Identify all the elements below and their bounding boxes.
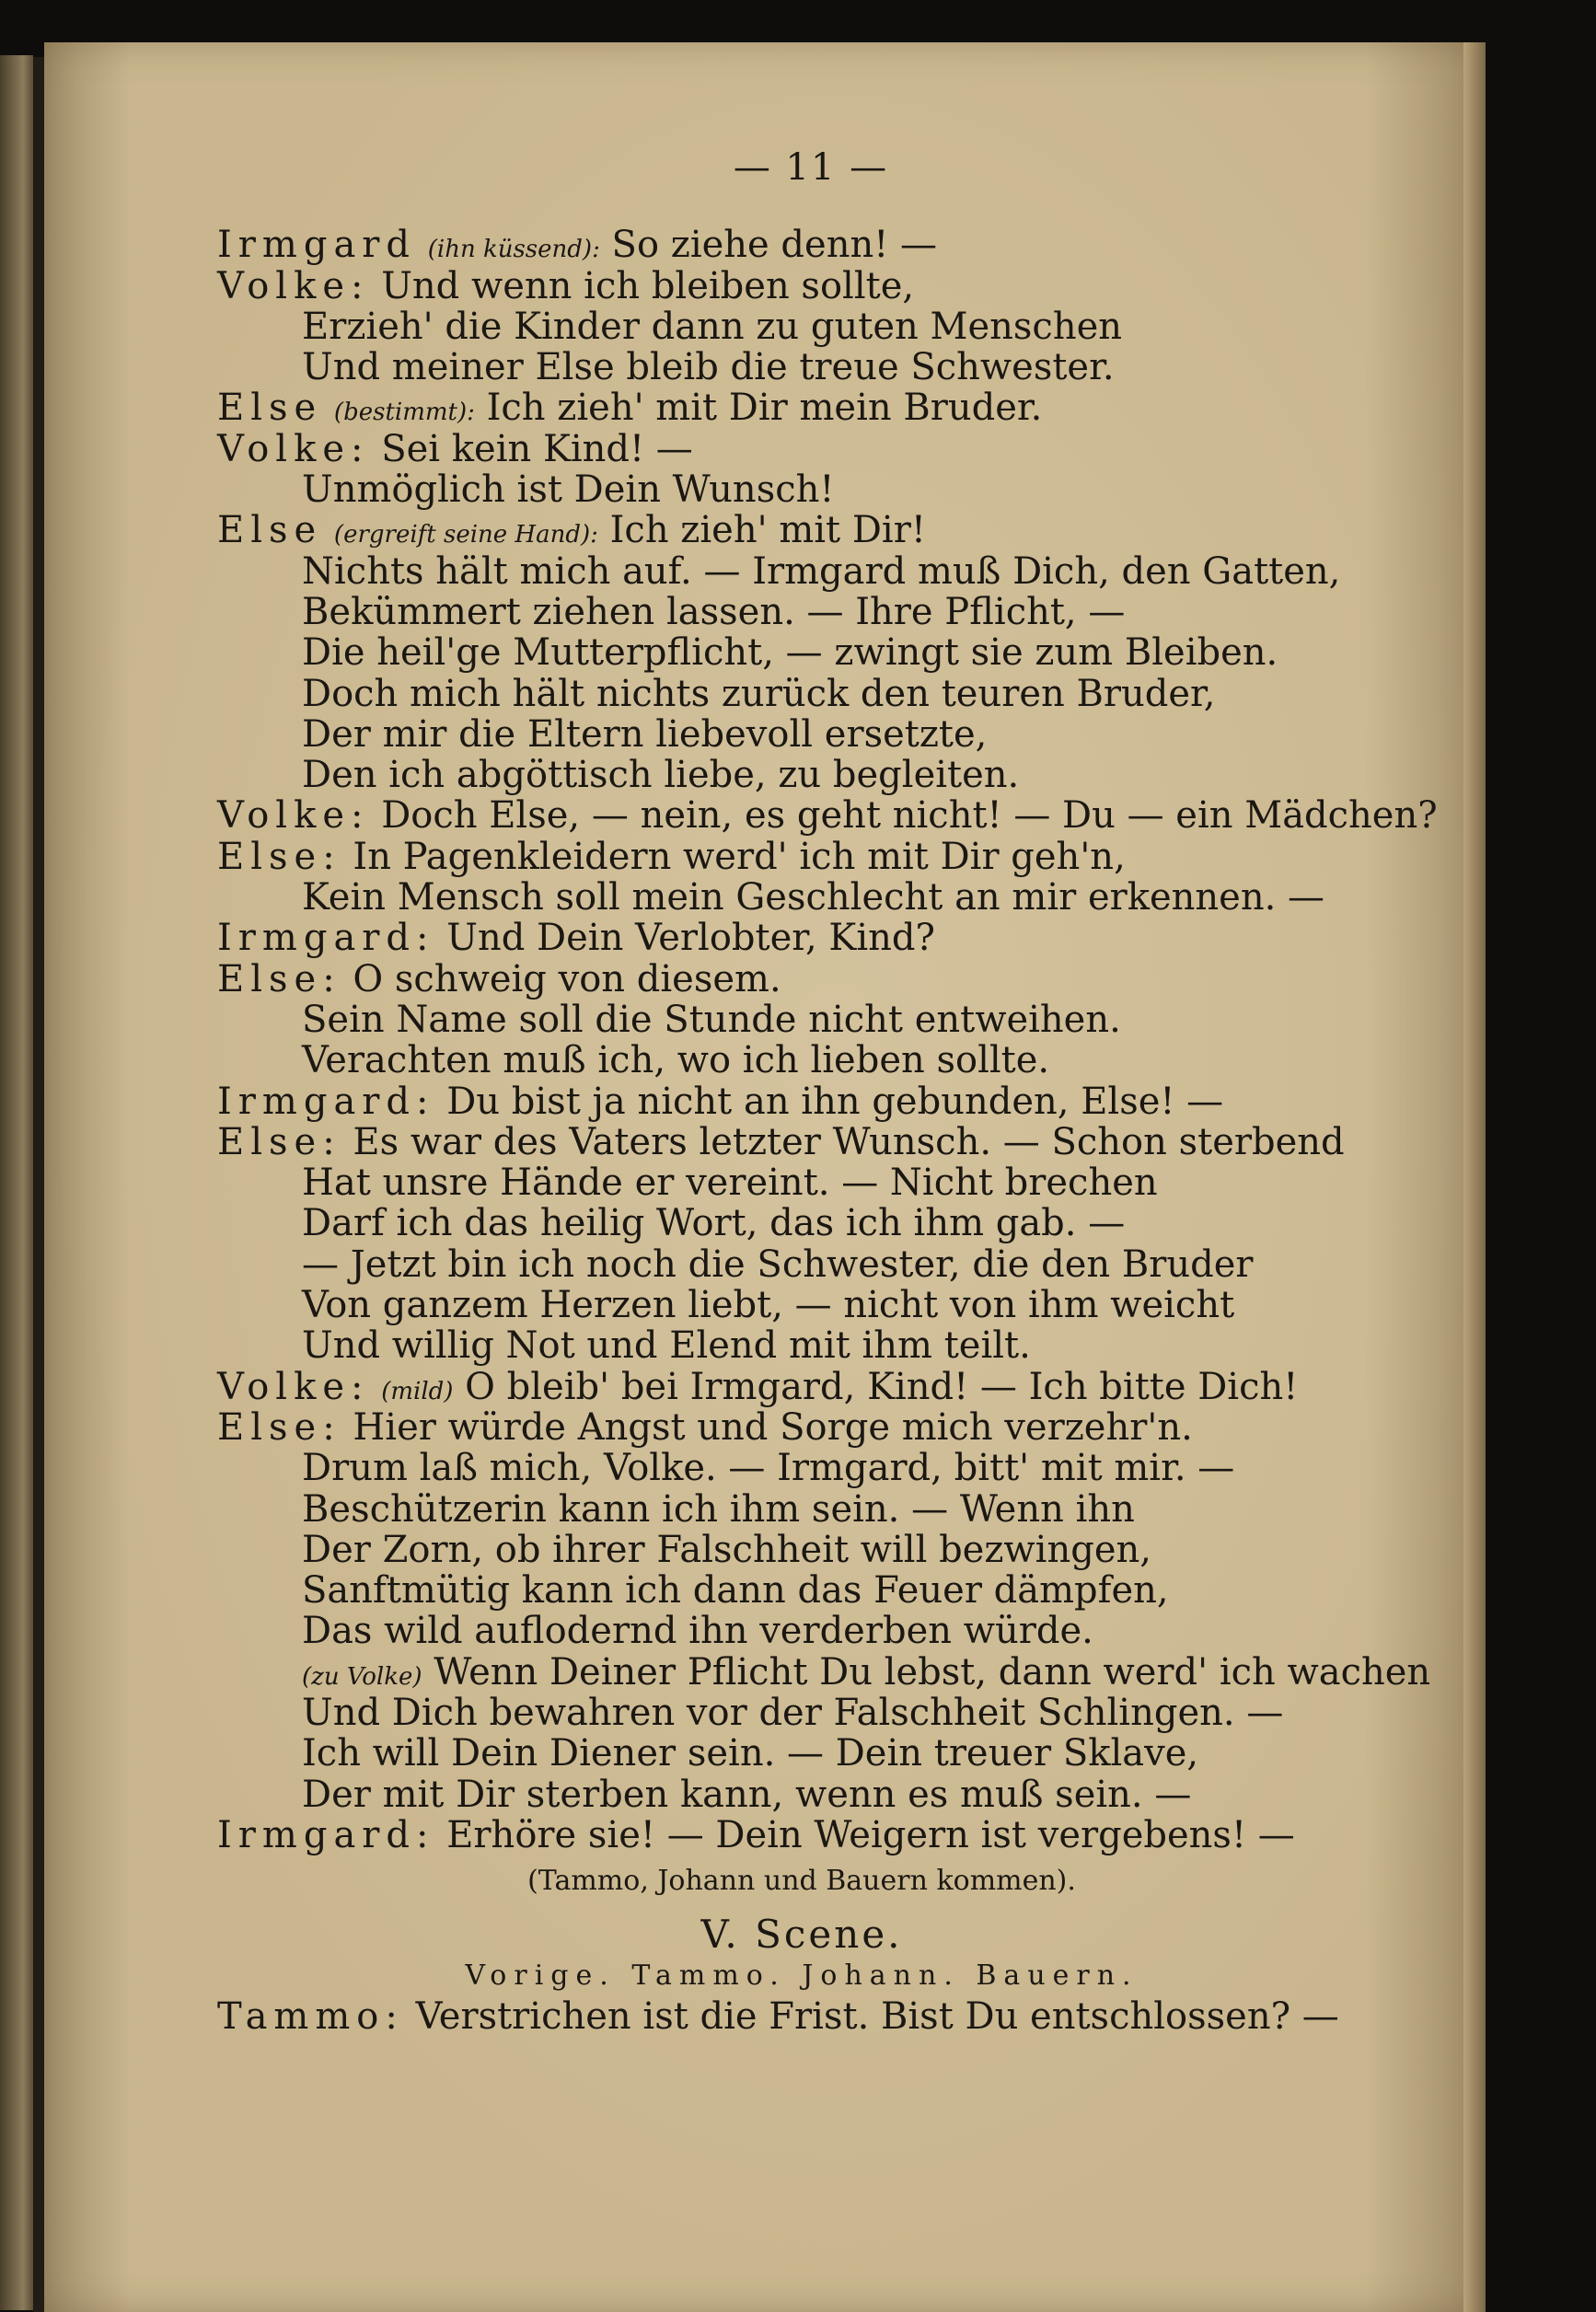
dialogue-line — [217, 918, 1349, 958]
dialogue-line — [217, 1530, 1349, 1570]
left-page-edge — [0, 55, 33, 2310]
dialogue-line — [217, 347, 1349, 387]
dialogue-line — [217, 1000, 1349, 1040]
line-text: Der mir die Eltern liebevoll ersetzte, — [302, 712, 988, 756]
dialogue-line — [217, 674, 1349, 714]
line-text: Drum laß mich, Volke. — Irmgard, bitt' mit mir. — — [302, 1447, 1235, 1490]
dialogue-line — [217, 1081, 1349, 1122]
speaker-name: Else: — [217, 957, 341, 1000]
dialogue-line — [217, 1448, 1349, 1488]
dialogue-line — [217, 714, 1349, 755]
dialogue-line — [217, 755, 1349, 795]
stage-direction: (Tammo, Johann und Bauern kommen). — [527, 1865, 1076, 1898]
stage-direction-inline: (ergreift seine Hand): — [333, 521, 598, 549]
line-text: Verachten muß ich, wo ich lieben sollte. — [302, 1039, 1050, 1082]
line-text: Ich zieh' mit Dir! — [609, 509, 926, 552]
dialogue-line — [217, 1407, 1349, 1448]
last-dialogue-line — [217, 1996, 1349, 2037]
dialogue-line — [217, 1570, 1349, 1611]
dialogue-line — [217, 877, 1349, 918]
speaker-name: Else: — [217, 1405, 341, 1449]
line-text: Von ganzem Herzen liebt, — nicht von ihm weicht — [302, 1284, 1235, 1327]
speaker-name: Volke: — [217, 794, 370, 838]
cast-line: Vorige. Tammo. Johann. Bauern. — [465, 1959, 1139, 1992]
line-text: Und Dich bewahren vor der Falschheit Schlingen. — — [302, 1691, 1284, 1734]
dialogue-line — [217, 1489, 1349, 1530]
page-number: — 11 — — [733, 146, 889, 189]
line-text: Beschützerin kann ich ihm sein. — Wenn ihn — [302, 1487, 1135, 1531]
line-text: Sein Name soll die Stunde nicht entweihen. — [302, 998, 1121, 1041]
line-text: O schweig von diesem. — [353, 957, 781, 1000]
line-text: Das wild auflodernd ihn verderben würde. — [302, 1610, 1093, 1653]
stage-direction-inline: (mild) — [381, 1377, 454, 1405]
line-text: Und willig Not und Elend mit ihm teilt. — [302, 1324, 1031, 1368]
line-text: Ich zieh' mit Dir mein Bruder. — [486, 387, 1043, 430]
line-text: Ich will Dein Diener sein. — Dein treuer Sklave, — [302, 1732, 1199, 1775]
line-text: Sei kein Kind! — — [381, 427, 693, 470]
line-text: Erzieh' die Kinder dann zu guten Menschen — [302, 305, 1123, 348]
line-text: Unmöglich ist Dein Wunsch! — [302, 468, 835, 512]
dialogue-line — [217, 1611, 1349, 1651]
speaker-name: Else — [217, 509, 323, 552]
speaker-name: Else: — [217, 1120, 341, 1163]
dialogue-line — [217, 632, 1349, 673]
speaker-name: Irmgard: — [217, 1813, 435, 1856]
line-text: Kein Mensch soll mein Geschlecht an mir erkennen. — — [302, 876, 1325, 919]
scene-title: V. Scene. — [700, 1912, 903, 1958]
line-text: Nichts hält mich auf. — Irmgard muß Dich, den Gatten, — [302, 549, 1341, 593]
dialogue-line — [217, 1815, 1349, 1855]
dialogue-line — [217, 1244, 1349, 1285]
line-text: Du bist ja nicht an ihn gebunden, Else! — — [446, 1080, 1224, 1123]
stage-direction-inline: (bestimmt): — [333, 399, 475, 427]
dialogue-line — [217, 1285, 1349, 1325]
line-text: Erhöre sie! — Dein Weigern ist vergebens! — — [446, 1813, 1295, 1856]
dialogue-line — [217, 1733, 1349, 1774]
dialogue-line — [217, 1122, 1349, 1162]
line-text: Und wenn ich bleiben sollte, — [381, 264, 915, 307]
speaker-name: Volke: — [217, 427, 370, 470]
dialogue-line — [217, 306, 1349, 347]
line-text: Darf ich das heilig Wort, das ich ihm gab. — — [302, 1202, 1126, 1245]
line-text: In Pagenkleidern werd' ich mit Dir geh'n, — [353, 835, 1126, 878]
dialogue-line — [217, 225, 1349, 265]
dialogue-line — [217, 469, 1349, 510]
dialogue-line — [217, 1325, 1349, 1366]
dialogue-line — [217, 1367, 1349, 1407]
line-text: Es war des Vaters letzter Wunsch. — Schon sterbend — [353, 1120, 1345, 1163]
page-text — [217, 146, 1438, 2039]
dialogue-line — [217, 1162, 1349, 1203]
speaker-name: Irmgard: — [217, 917, 435, 960]
stage-direction-inline: (ihn küssend): — [427, 236, 600, 264]
line-text: So ziehe denn! — — [611, 224, 938, 267]
speaker-name: Irmgard: — [217, 1080, 435, 1123]
dialogue-line — [217, 1650, 1431, 1694]
speaker-name: Else: — [217, 835, 341, 878]
line-text: Hier würde Angst und Sorge mich verzehr'n. — [353, 1405, 1193, 1449]
stage-direction-inline: (zu Volke) — [302, 1662, 422, 1691]
line-text: Den ich abgöttisch liebe, zu begleiten. — [302, 754, 1020, 797]
line-text: — Jetzt bin ich noch die Schwester, die den Bruder — [302, 1243, 1254, 1286]
line-text: Der mit Dir sterben kann, wenn es muß sein. — — [302, 1773, 1192, 1816]
speaker-name: Volke: — [217, 264, 370, 307]
dialogue-line — [217, 959, 1349, 1000]
dialogue-line — [217, 1203, 1349, 1243]
line-text: Und Dein Verlobter, Kind? — [446, 917, 935, 960]
page-stack-edge — [1463, 42, 1486, 2312]
dialogue-line — [217, 794, 1438, 838]
line-text: Bekümmert ziehen lassen. — Ihre Pflicht, — — [302, 590, 1126, 633]
line-text: Doch Else, — nein, es geht nicht! — Du — ein Mädchen? — [381, 794, 1438, 838]
line-text: O bleib' bei Irmgard, Kind! — Ich bitte Dich! — [465, 1365, 1299, 1408]
dialogue-line — [217, 592, 1349, 632]
dialogue-line — [217, 266, 1349, 306]
dialogue-lines — [217, 224, 1438, 1856]
dialogue-line — [217, 387, 1349, 428]
dialogue-line — [217, 837, 1349, 877]
line-text: Hat unsre Hände er vereint. — Nicht brechen — [302, 1162, 1158, 1205]
line-text: Doch mich hält nichts zurück den teuren Bruder, — [302, 672, 1216, 715]
line-text: Und meiner Else bleib die treue Schwester. — [302, 346, 1115, 389]
speaker-name: Tammo: — [217, 1995, 404, 2039]
line-text: Sanftmütig kann ich dann das Feuer dämpfen, — [302, 1569, 1169, 1613]
dialogue-line — [217, 551, 1349, 592]
line-text: Wenn Deiner Pflicht Du lebst, dann werd' ich wachen — [434, 1650, 1431, 1694]
line-text: Der Zorn, ob ihrer Falschheit will bezwingen, — [302, 1528, 1151, 1571]
line-text: Verstrichen ist die Frist. Bist Du entschlossen? — — [415, 1995, 1339, 2039]
dialogue-line — [217, 1774, 1349, 1815]
line-text: Die heil'ge Mutterpflicht, — zwingt sie zum Bleiben. — [302, 631, 1278, 675]
dialogue-line — [217, 1693, 1349, 1733]
dialogue-line — [217, 510, 1349, 550]
speaker-name: Irmgard — [217, 224, 417, 267]
speaker-name: Else — [217, 387, 323, 430]
dialogue-line — [217, 429, 1349, 469]
speaker-name: Volke: — [217, 1365, 370, 1408]
dialogue-line — [217, 1040, 1349, 1081]
